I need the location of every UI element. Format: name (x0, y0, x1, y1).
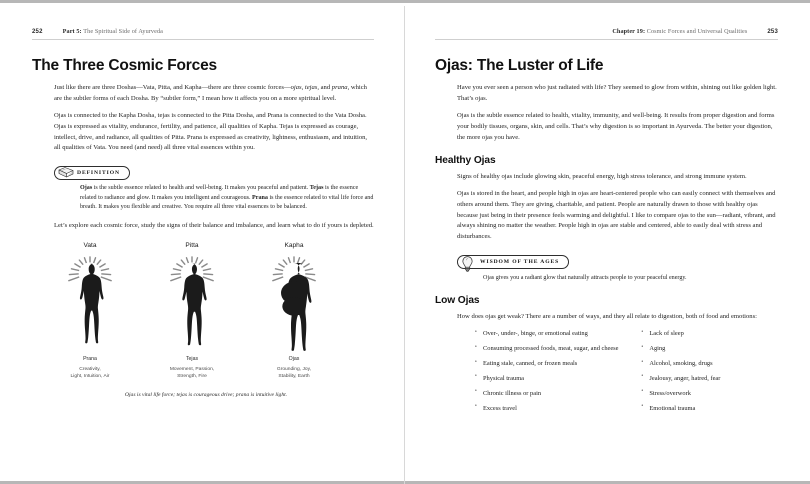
right-page (405, 6, 810, 484)
dosha-label-pitta: Pitta (185, 241, 199, 249)
dosha-figure-pitta (148, 242, 236, 381)
right-running-head-rest: Cosmic Forces and Universal Qualities (645, 28, 748, 35)
list-item: • Jealousy, anger, hatred, fear (641, 374, 778, 384)
list-item: • Eating stale, canned, or frozen meals (475, 359, 621, 369)
definition-callout (32, 161, 374, 213)
low-ojas-bullets-right (641, 329, 778, 419)
healthy-ojas-heading: Healthy Ojas (435, 155, 496, 167)
dosha-figure-kapha (250, 242, 338, 381)
low-ojas-bullet-columns (435, 329, 778, 419)
low-ojas-heading: Low Ojas (435, 295, 480, 307)
right-running-head-text (612, 28, 747, 35)
vata-force-label: Prana (83, 355, 97, 362)
healthy-ojas-paragraph-2: Ojas is stored in the heart, and people high in ojas are heart-centered people who can easily connect with themselves and others around them. They are giving, charitable, and patient. People are naturally drawn to those with healthy ojas because just being in their presence feels warming and delightful. I like to compare ojas to the sun—radiant, vibrant, and always shining no matter the weather. People high in ojas are stable and centered, able to easily deal with stress and disturbances. (457, 190, 776, 240)
dosha-label-vata: Vata (83, 241, 97, 249)
wisdom-text: Ojas gives you a radiant glow that naturally attracts people to your peaceful energy. (483, 274, 687, 281)
wisdom-callout (435, 250, 778, 284)
left-running-head-strong: Part 5: (62, 28, 82, 35)
right-running-head-strong: Chapter 19: (612, 28, 646, 35)
wisdom-tag (457, 255, 569, 269)
list-item: • Excess travel (475, 404, 621, 414)
right-page-title: Ojas: The Luster of Life (435, 57, 604, 74)
list-item: • Over-, under-, binge, or emotional eating (475, 329, 621, 339)
vata-silhouette-wrap (46, 253, 134, 353)
low-ojas-intro: How does ojas get weak? There are a number of ways, and they all relate to digestion, both of food and emotions: (457, 312, 757, 320)
healthy-ojas-paragraph-1: Signs of healthy ojas include glowing skin, peaceful energy, high stress tolerance, and strong immune system. (457, 172, 747, 180)
definition-tag (54, 166, 130, 180)
left-running-head-text (63, 28, 163, 35)
right-intro-paragraph-1: Have you ever seen a person who just radiated with life? They seemed to glow from within, shining out like golden light. That’s ojas. (457, 84, 777, 102)
dosha-figure-vata (46, 242, 134, 381)
list-item: • Consuming processed foods, meat, sugar, and cheese (475, 344, 621, 354)
left-folio: 252 (32, 29, 43, 35)
right-intro-paragraph-2: Ojas is the subtle essence related to health, vitality, immunity, and well-being. It results from proper digestion and forms your bodily tissues, organs, skin, and cells. That’s why digestion is so important in Ayurveda. The better your digestion, the more ojas you have. (457, 112, 775, 141)
list-item: • Emotional trauma (641, 404, 778, 414)
left-paragraph-2: Ojas is connected to the Kapha Dosha, tejas is connected to the Pitta Dosha, and Prana is connected to the Vata Dosha. Ojas is expressed as vitality, endurance, fertility, and patience, all qualities of Kapha. Tejas is expressed as courage, intellect, drive, and radiance, all qualities of Pitta. Prana is expressed as creativity, lightness, enthusiasm, and intuition, all qualities of Vata. You need (and need) all three vital essences within you. (54, 112, 368, 152)
pitta-force-label: Tejas (185, 355, 199, 362)
left-running-head-rest: The Spiritual Side of Ayurveda (81, 28, 164, 35)
list-item: • Stress/overwork (641, 389, 778, 399)
wisdom-tag-label: WISDOM OF THE AGES (480, 258, 560, 265)
list-item: • Chronic illness or pain (475, 389, 621, 399)
pitta-silhouette-icon (154, 253, 230, 353)
definition-tag-label: DEFINITION (77, 170, 120, 177)
pitta-qualities: Movement, Passion, Strength, Fire (169, 366, 215, 379)
left-paragraph-1: Just like there are three Doshas—Vata, Pitta, and Kapha—there are three cosmic forces—ojas, tejas, and prana, which are the subtler forms of each Dosha. By “subtler form,” I mean how it affects you on a more spiritual level. (54, 84, 367, 102)
list-item: • Aging (641, 344, 778, 354)
list-item: • Lack of sleep (641, 329, 778, 339)
vata-silhouette-icon (53, 253, 127, 353)
left-running-head (32, 28, 374, 40)
kapha-silhouette-icon (254, 253, 334, 353)
open-book-icon (58, 167, 74, 180)
vata-qualities: Creativity, Light, Intuition, Air (70, 366, 110, 379)
dosha-figure-row (46, 242, 374, 381)
left-page-title: The Three Cosmic Forces (32, 57, 217, 74)
kapha-force-label: Ojas (288, 355, 300, 362)
list-item: • Physical trauma (475, 374, 621, 384)
list-item: • Alcohol, smoking, drugs (641, 359, 778, 369)
left-page (0, 6, 404, 484)
bullet-list-left (475, 329, 621, 414)
left-paragraph-3: Let’s explore each cosmic force, study the signs of their balance and imbalance, and learn what to do if yours is depleted. (54, 221, 374, 229)
bullet-list-right (641, 329, 778, 414)
low-ojas-bullets-left (475, 329, 621, 419)
kapha-qualities: Grounding, Joy, Stability, Earth (276, 366, 312, 379)
lightbulb-icon (461, 255, 477, 268)
figure-caption: Ojas is vital life force; tejas is courageous drive; prana is intuitive light. (124, 392, 288, 399)
right-folio: 253 (767, 29, 778, 35)
dosha-figures (32, 242, 374, 399)
kapha-silhouette-wrap (250, 253, 338, 353)
dosha-label-kapha: Kapha (284, 241, 304, 249)
right-running-head (435, 28, 778, 40)
pitta-silhouette-wrap (148, 253, 236, 353)
definition-text: Ojas is the subtle essence related to health and well-being. It makes you peaceful and patient. Tejas is the essence related to radiance and glow. It makes you intelligent and courageous. Prana is the essence related to vital life force and breath. It makes you flexible and creative. You require all three vital essences to be balanced. (80, 185, 374, 211)
